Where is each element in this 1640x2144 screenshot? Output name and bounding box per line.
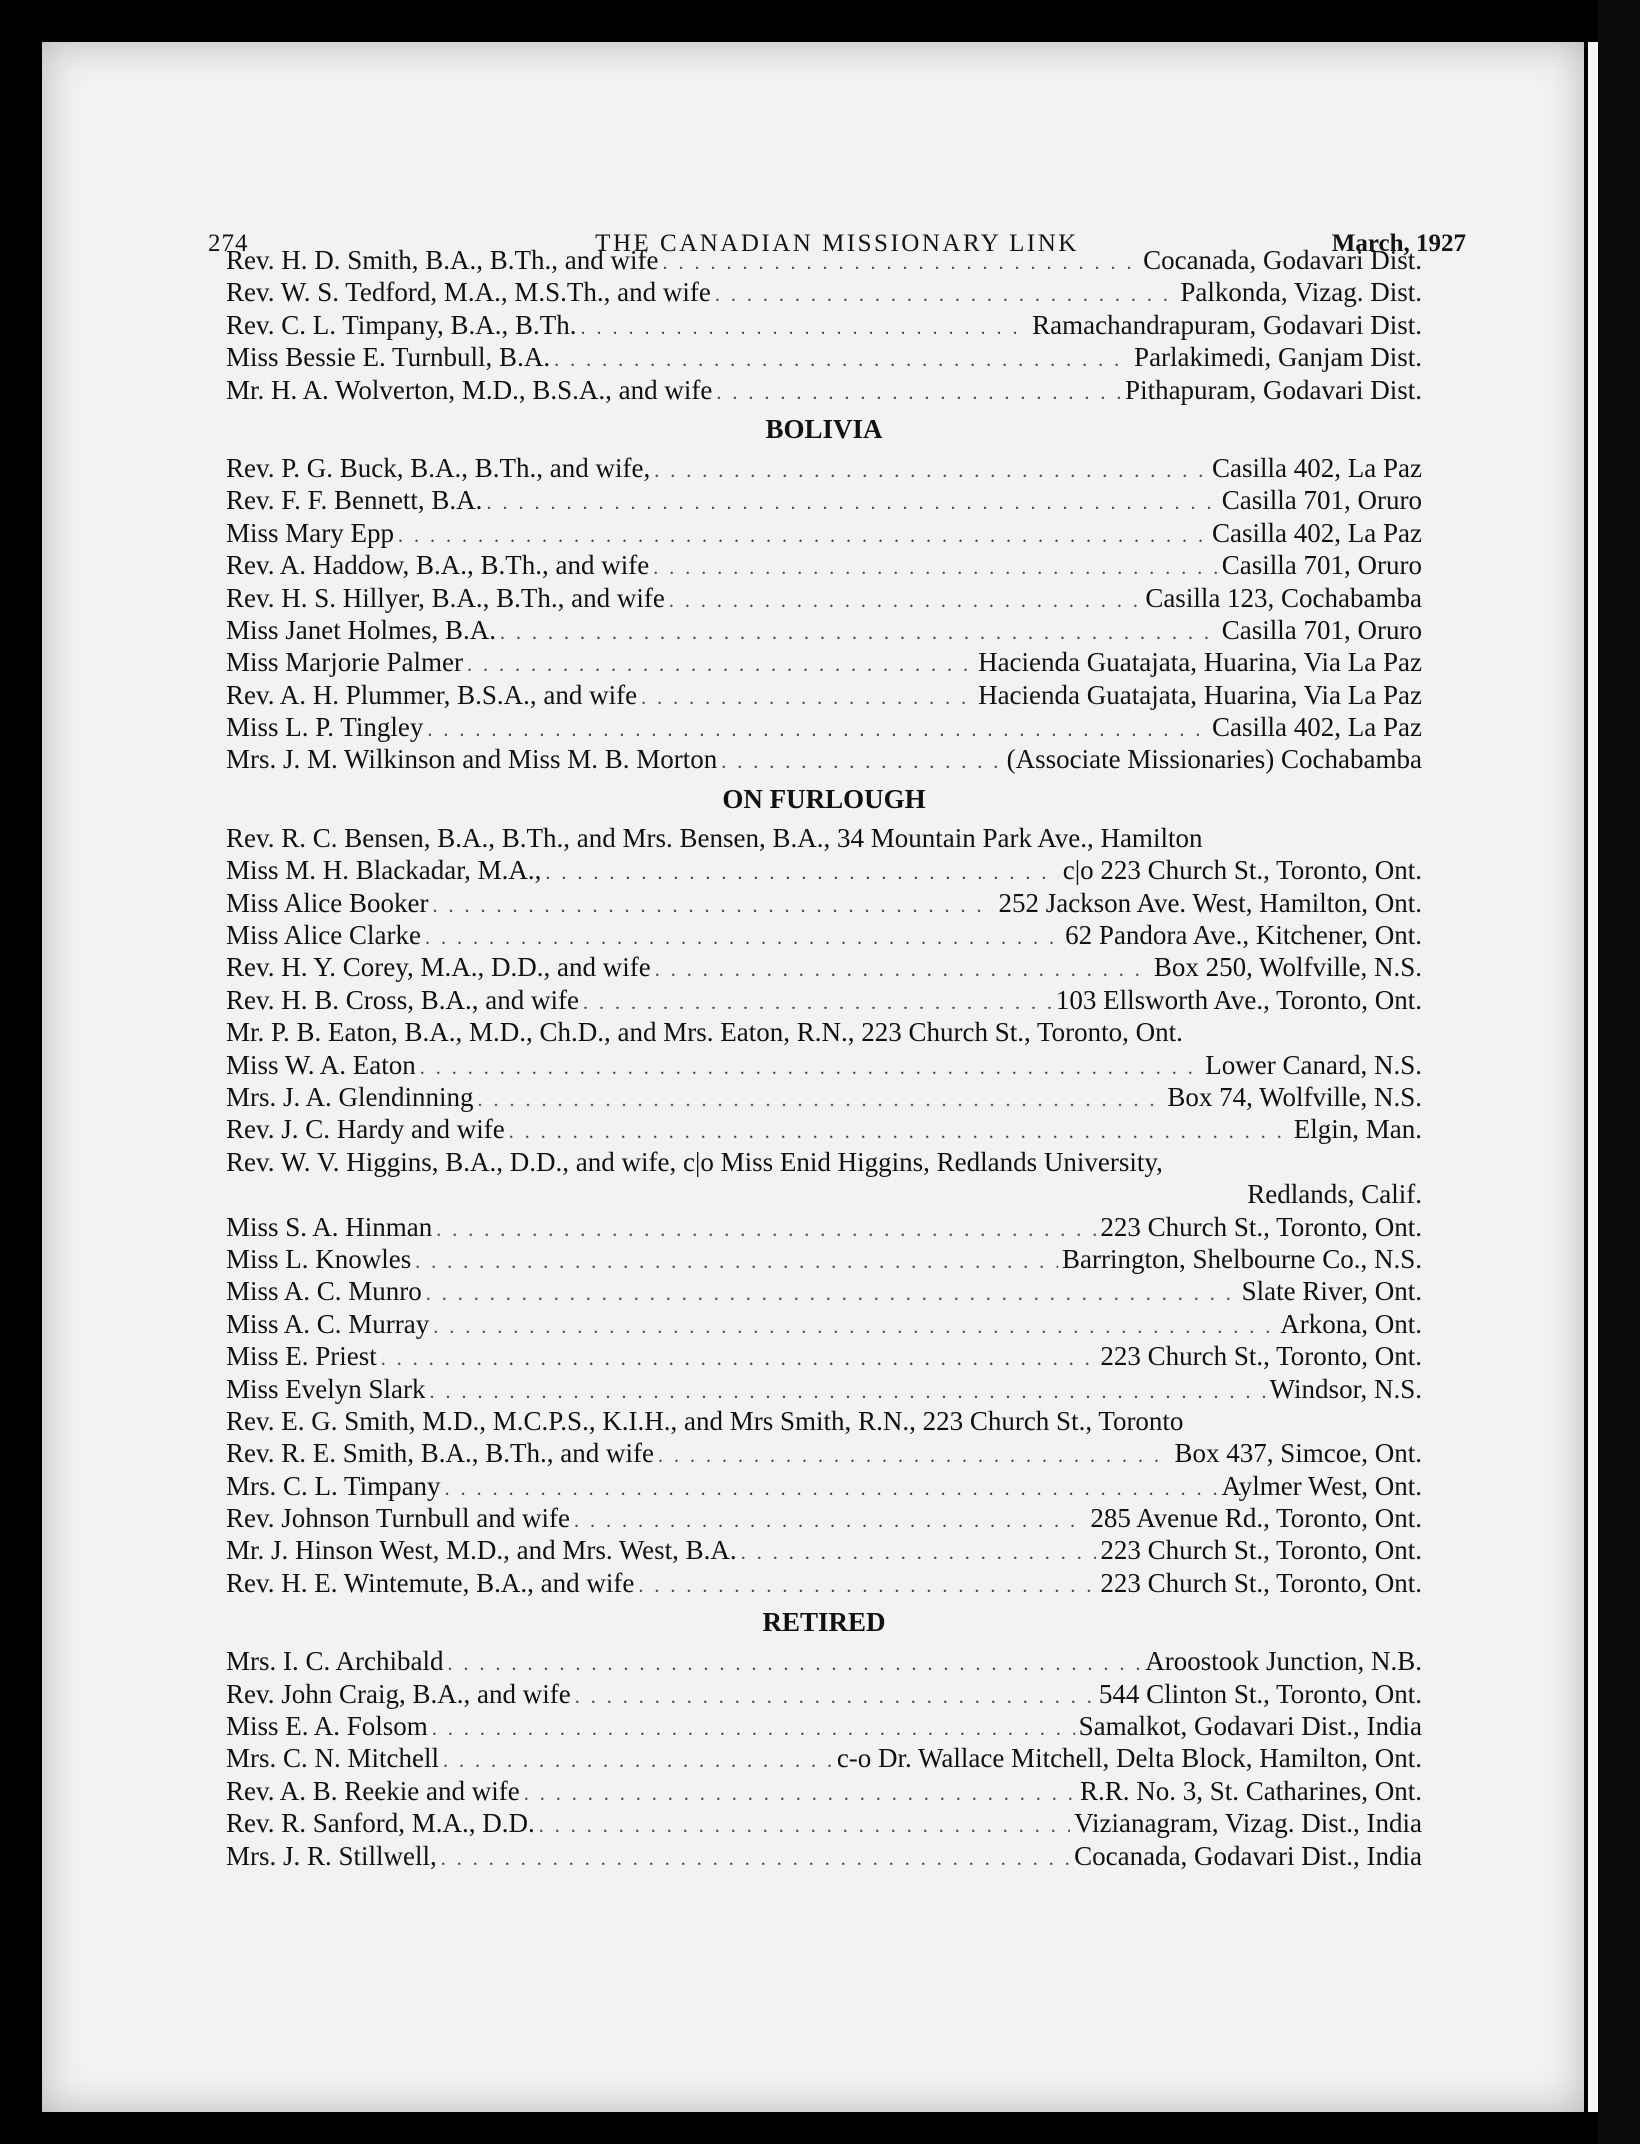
entry-name: Miss Alice Booker: [226, 887, 429, 918]
entry-place: Parlakimedi, Ganjam Dist.: [1134, 342, 1422, 373]
list-item: [226, 1534, 1422, 1566]
page-number: 274: [208, 230, 249, 257]
furlough-section-2: [226, 1049, 1422, 1146]
leader-dots: [433, 890, 995, 922]
entry-name: Mrs. J. A. Glendinning: [226, 1081, 474, 1112]
entry-name: Rev. J. C. Hardy and wife: [226, 1114, 505, 1145]
entry-place: Box 74, Wolfville, N.S.: [1167, 1081, 1422, 1112]
leader-dots: [741, 1537, 1097, 1569]
list-item: [226, 1340, 1422, 1372]
list-item: [226, 1437, 1422, 1469]
section-heading-retired: RETIRED: [762, 1607, 886, 1638]
book-spine: [1598, 0, 1640, 2144]
list-item: [226, 374, 1422, 406]
list-item: [226, 743, 1422, 775]
list-item: [226, 341, 1422, 373]
leader-dots: [554, 344, 1130, 376]
leader-dots: [467, 649, 974, 681]
entry-name: Rev. H. S. Hillyer, B.A., B.Th., and wife: [226, 582, 665, 613]
list-item: [226, 1678, 1422, 1710]
entry-name: Miss L. Knowles: [226, 1243, 412, 1274]
leader-dots: [445, 1473, 1218, 1505]
list-item: [226, 1049, 1422, 1081]
entry-place: (Associate Missionaries) Cochabamba: [1006, 744, 1422, 775]
leader-dots: [641, 682, 974, 714]
entry-place: Casilla 701, Oruro: [1221, 485, 1422, 516]
journal-title: THE CANADIAN MISSIONARY LINK: [595, 230, 1079, 257]
list-item-continuation: Redlands, Calif.: [1247, 1179, 1422, 1210]
entry-place: Windsor, N.S.: [1269, 1373, 1422, 1404]
entry-name: Miss W. A. Eaton: [226, 1049, 416, 1080]
list-item: [226, 919, 1422, 951]
entry-name: Mrs. J. R. Stillwell,: [226, 1840, 437, 1871]
leader-dots: [443, 1745, 833, 1777]
leader-dots: [415, 1246, 1058, 1278]
entry-place: c-o Dr. Wallace Mitchell, Delta Block, Hamilton, Ont.: [836, 1743, 1422, 1774]
list-item: [226, 549, 1422, 581]
entry-place: 252 Jackson Ave. West, Hamilton, Ont.: [998, 887, 1422, 918]
entry-place: Arkona, Ont.: [1280, 1308, 1422, 1339]
entry-place: 223 Church St., Toronto, Ont.: [1100, 1341, 1422, 1372]
entry-place: Hacienda Guatajata, Huarina, Via La Paz: [978, 679, 1422, 710]
entry-name: Mr. J. Hinson West, M.D., and Mrs. West, B.A.: [226, 1535, 737, 1566]
list-item: [226, 276, 1422, 308]
list-item: [226, 1081, 1422, 1113]
entry-name: Miss A. C. Murray: [226, 1308, 430, 1339]
entry-place: c|o 223 Church St., Toronto, Ont.: [1062, 855, 1422, 886]
entry-name: Miss Alice Clarke: [226, 920, 421, 951]
entry-place: Casilla 701, Oruro: [1221, 614, 1422, 645]
entry-place: Slate River, Ont.: [1241, 1276, 1422, 1307]
list-item: [226, 309, 1422, 341]
entry-place: Aroostook Junction, N.B.: [1145, 1646, 1422, 1677]
entry-place: Barrington, Shelbourne Co., N.S.: [1062, 1243, 1422, 1274]
entry-name: Mrs. C. L. Timpany: [226, 1470, 441, 1501]
list-item: [226, 1373, 1422, 1405]
directory-list: [226, 244, 1422, 1872]
entry-name: Rev. H. E. Wintemute, B.A., and wife: [226, 1567, 635, 1598]
entry-place: Samalkot, Godavari Dist., India: [1078, 1711, 1422, 1742]
list-item: [226, 887, 1422, 919]
list-item: [226, 1470, 1422, 1502]
entry-place: Aylmer West, Ont.: [1221, 1470, 1422, 1501]
entry-name: Miss L. P. Tingley: [226, 712, 424, 743]
entry-name: Mrs. I. C. Archibald: [226, 1646, 444, 1677]
furlough-section-1: [226, 854, 1422, 1016]
entry-name: Miss M. H. Blackadar, M.A.,: [226, 855, 542, 886]
list-item: [226, 646, 1422, 678]
leader-dots: [478, 1084, 1164, 1116]
list-item: Mr. P. B. Eaton, B.A., M.D., Ch.D., and Mrs. Eaton, R.N., 223 Church St., Toronto, Ont.: [226, 1017, 1183, 1048]
india-section: [226, 244, 1422, 406]
list-item: Rev. E. G. Smith, M.D., M.C.P.S., K.I.H., and Mrs Smith, R.N., 223 Church St., Toronto: [226, 1405, 1184, 1436]
entry-place: Vizianagram, Vizag. Dist., India: [1074, 1808, 1422, 1839]
leader-dots: [425, 922, 1061, 954]
list-item: [226, 951, 1422, 983]
entry-name: Rev. R. Sanford, M.A., D.D.: [226, 1808, 535, 1839]
list-item: [226, 582, 1422, 614]
entry-name: Rev. H. D. Smith, B.A., B.Th., and wife: [226, 245, 659, 275]
entry-place: 544 Clinton St., Toronto, Ont.: [1098, 1678, 1422, 1709]
entry-place: Palkonda, Vizag. Dist.: [1180, 277, 1422, 308]
entry-place: Cocanada, Godavari Dist.: [1143, 245, 1422, 275]
list-item: [226, 1742, 1422, 1774]
furlough-section-4: [226, 1437, 1422, 1599]
leader-dots: [509, 1116, 1290, 1148]
entry-place: Casilla 402, La Paz: [1212, 452, 1422, 483]
list-item: [226, 1275, 1422, 1307]
entry-name: Rev. F. F. Bennett, B.A.: [226, 485, 483, 516]
entry-name: Mrs. J. M. Wilkinson and Miss M. B. Morton: [226, 744, 718, 775]
entry-name: Rev. H. B. Cross, B.A., and wife: [226, 984, 579, 1015]
entry-name: Miss S. A. Hinman: [226, 1211, 433, 1242]
entry-place: Casilla 701, Oruro: [1221, 550, 1422, 581]
list-item: [226, 1308, 1422, 1340]
entry-name: Rev. C. L. Timpany, B.A., B.Th.: [226, 309, 577, 340]
entry-name: Miss E. A. Folsom: [226, 1711, 428, 1742]
leader-dots: [524, 1778, 1076, 1810]
entry-name: Rev. A. B. Reekie and wife: [226, 1775, 520, 1806]
list-item: [226, 1113, 1422, 1145]
list-item: [226, 517, 1422, 549]
entry-name: Miss Marjorie Palmer: [226, 647, 463, 678]
leader-dots: [654, 455, 1208, 487]
leader-dots: [539, 1810, 1070, 1842]
entry-name: Miss Evelyn Slark: [226, 1373, 426, 1404]
list-item: [226, 484, 1422, 516]
leader-dots: [398, 520, 1208, 552]
page-edge: [1588, 42, 1598, 2112]
leader-dots: [715, 279, 1177, 311]
furlough-section-3: [226, 1211, 1422, 1405]
list-item: [226, 1211, 1422, 1243]
entry-place: 285 Avenue Rd., Toronto, Ont.: [1090, 1503, 1422, 1534]
leader-dots: [436, 1214, 1096, 1246]
entry-name: Miss Bessie E. Turnbull, B.A.: [226, 342, 551, 373]
leader-dots: [486, 487, 1217, 519]
entry-place: Cocanada, Godavari Dist., India: [1074, 1840, 1422, 1871]
list-item: [226, 1775, 1422, 1807]
list-item: [226, 679, 1422, 711]
entry-name: Mr. H. A. Wolverton, M.D., B.S.A., and wife: [226, 374, 713, 405]
entry-place: 223 Church St., Toronto, Ont.: [1100, 1211, 1422, 1242]
list-item: [226, 711, 1422, 743]
entry-place: Casilla 402, La Paz: [1212, 712, 1422, 743]
entry-place: Box 250, Wolfville, N.S.: [1153, 952, 1422, 983]
entry-name: Rev. Johnson Turnbull and wife: [226, 1503, 571, 1534]
leader-dots: [426, 1278, 1238, 1310]
bolivia-section: [226, 452, 1422, 776]
leader-dots: [662, 247, 1139, 279]
list-item: [226, 854, 1422, 886]
leader-dots: [583, 987, 1052, 1019]
list-item: [226, 1502, 1422, 1534]
entry-name: Miss Janet Holmes, B.A.: [226, 614, 496, 645]
leader-dots: [420, 1052, 1202, 1084]
retired-section: [226, 1645, 1422, 1872]
leader-dots: [575, 1681, 1095, 1713]
list-item: [226, 1243, 1422, 1275]
entry-place: Box 437, Simcoe, Ont.: [1174, 1438, 1422, 1469]
leader-dots: [430, 1376, 1266, 1408]
list-item: [226, 1645, 1422, 1677]
entry-place: Pithapuram, Godavari Dist.: [1125, 374, 1422, 405]
entry-place: Ramachandrapuram, Godavari Dist.: [1032, 309, 1422, 340]
leader-dots: [658, 1440, 1171, 1472]
entry-name: Rev. John Craig, B.A., and wife: [226, 1678, 571, 1709]
list-item: Rev. R. C. Bensen, B.A., B.Th., and Mrs. Bensen, B.A., 34 Mountain Park Ave., Hamilton: [226, 822, 1203, 853]
leader-dots: [638, 1570, 1096, 1602]
entry-place: Casilla 402, La Paz: [1212, 517, 1422, 548]
list-item: [226, 984, 1422, 1016]
list-item: Rev. W. V. Higgins, B.A., D.D., and wife, c|o Miss Enid Higgins, Redlands University,: [226, 1146, 1163, 1177]
leader-dots: [381, 1343, 1097, 1375]
leader-dots: [716, 377, 1121, 409]
entry-place: 223 Church St., Toronto, Ont.: [1100, 1535, 1422, 1566]
issue-date: March, 1927: [1331, 230, 1466, 257]
list-item: [226, 452, 1422, 484]
leader-dots: [721, 746, 1002, 778]
section-heading-furlough: ON FURLOUGH: [722, 783, 926, 814]
list-item: [226, 614, 1422, 646]
entry-place: 223 Church St., Toronto, Ont.: [1100, 1567, 1422, 1598]
leader-dots: [581, 312, 1029, 344]
entry-place: 62 Pandora Ave., Kitchener, Ont.: [1065, 920, 1422, 951]
leader-dots: [655, 954, 1150, 986]
entry-name: Miss Mary Epp: [226, 517, 394, 548]
entry-name: Rev. H. Y. Corey, M.A., D.D., and wife: [226, 952, 651, 983]
entry-name: Miss E. Priest: [226, 1341, 377, 1372]
entry-name: Mrs. C. N. Mitchell: [226, 1743, 439, 1774]
leader-dots: [433, 1311, 1276, 1343]
entry-place: R.R. No. 3, St. Catharines, Ont.: [1080, 1775, 1422, 1806]
leader-dots: [500, 617, 1218, 649]
list-item: [226, 1840, 1422, 1872]
entry-name: Rev. A. Haddow, B.A., B.Th., and wife: [226, 550, 650, 581]
entry-name: Rev. R. E. Smith, B.A., B.Th., and wife: [226, 1438, 654, 1469]
entry-place: Lower Canard, N.S.: [1205, 1049, 1422, 1080]
entry-name: Miss A. C. Munro: [226, 1276, 422, 1307]
entry-place: Casilla 123, Cochabamba: [1145, 582, 1422, 613]
leader-dots: [545, 857, 1058, 889]
leader-dots: [653, 552, 1218, 584]
entry-place: Elgin, Man.: [1293, 1114, 1422, 1145]
entry-name: Rev. W. S. Tedford, M.A., M.S.Th., and wife: [226, 277, 711, 308]
leader-dots: [574, 1505, 1086, 1537]
entry-name: Rev. P. G. Buck, B.A., B.Th., and wife,: [226, 452, 651, 483]
list-item: [226, 1710, 1422, 1742]
list-item: [226, 244, 1422, 276]
leader-dots: [441, 1843, 1070, 1875]
list-item: [226, 1567, 1422, 1599]
section-heading-bolivia: BOLIVIA: [765, 413, 883, 444]
leader-dots: [669, 585, 1141, 617]
entry-name: Rev. A. H. Plummer, B.S.A., and wife: [226, 679, 638, 710]
leader-dots: [432, 1713, 1075, 1745]
entry-place: Hacienda Guatajata, Huarina, Via La Paz: [978, 647, 1422, 678]
entry-place: 103 Ellsworth Ave., Toronto, Ont.: [1055, 984, 1422, 1015]
leader-dots: [427, 714, 1208, 746]
leader-dots: [447, 1648, 1141, 1680]
list-item: [226, 1807, 1422, 1839]
